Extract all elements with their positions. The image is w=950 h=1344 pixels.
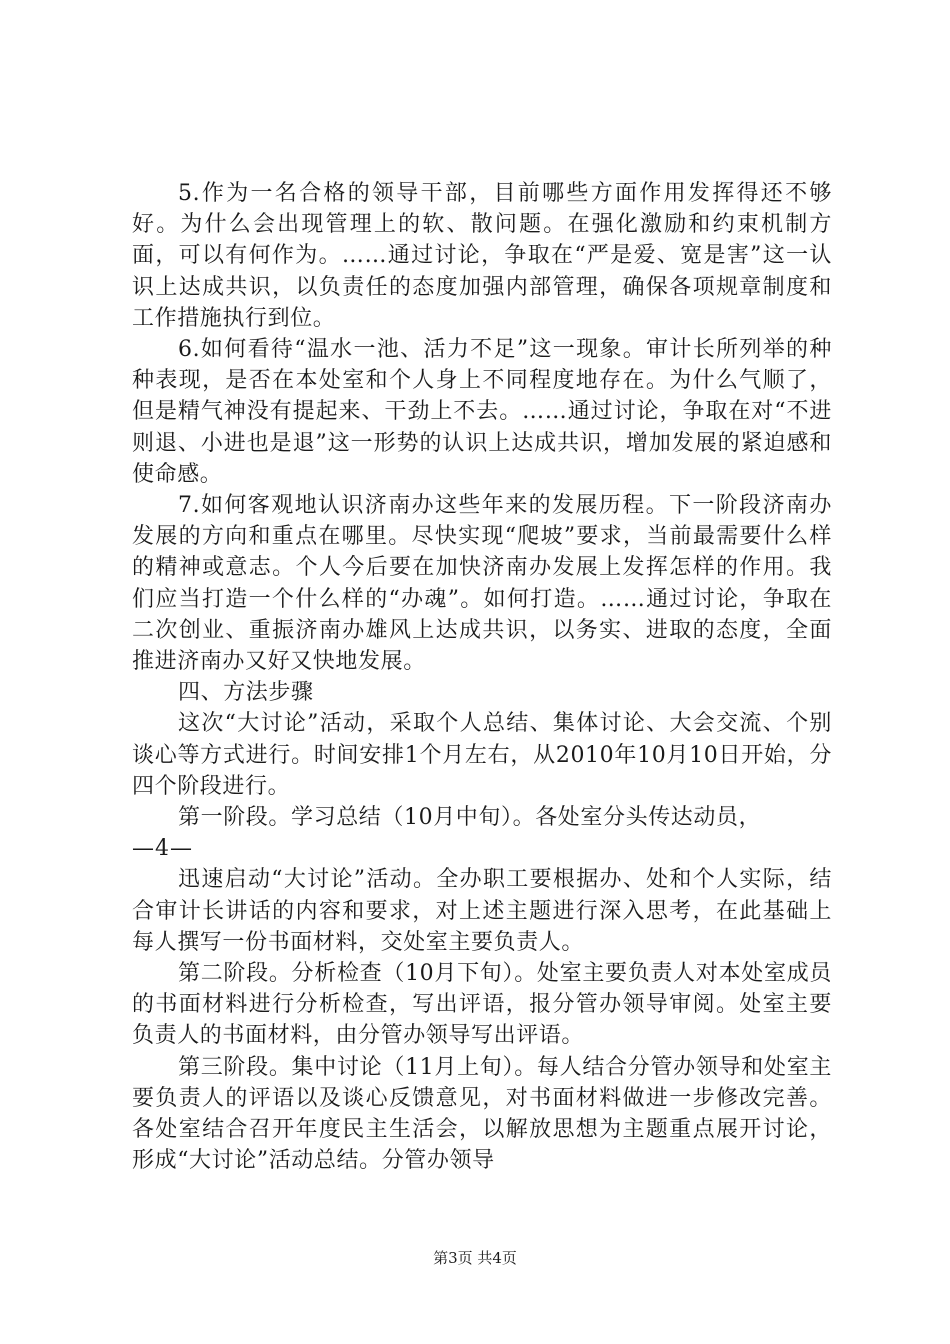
paragraph-stage-1-continued: 迅速启动“大讨论”活动。全办职工要根据办、处和个人实际，结合审计长讲话的内容和要求，对上述主题进行深入思考，在此基础上每人撰写一份书面材料，交处室主要负责人。 bbox=[132, 867, 832, 955]
section-heading: 四、方法步骤 bbox=[178, 680, 314, 706]
paragraph-item-7: 7.如何客观地认识济南办这些年来的发展历程。下一阶段济南办发展的方向和重点在哪里。尽快实现“爬坡”要求，当前最需要什么样的精神或意志。个人今后要在加快济南办发展上发挥怎样的作用。我们应当打造一个什么样的“办魂”。如何打造。……通过讨论，争取在二次创业、重振济南办雄风上达成共识，以务实、进取的态度，全面推进济南办又好又快地发展。 bbox=[132, 493, 832, 675]
paragraph-stage-3: 第三阶段。集中讨论（11月上旬）。每人结合分管办领导和处室主要负责人的评语以及谈心反馈意见，对书面材料做进一步修改完善。各处室结合召开年度民主生活会，以解放思想为主题重点展开讨论，形成“大讨论”活动总结。分管办领导 bbox=[132, 1054, 832, 1174]
page-number-label: 第3页 共4页 bbox=[433, 1249, 517, 1267]
paragraph-method-intro: 这次“大讨论”活动，采取个人总结、集体讨论、大会交流、个别谈心等方式进行。时间安排1个月左右，从2010年10月10日开始，分四个阶段进行。 bbox=[132, 711, 832, 799]
page-marker: —4— bbox=[132, 836, 193, 862]
document-body bbox=[132, 178, 832, 1177]
paragraph-stage-2: 第二阶段。分析检查（10月下旬）。处室主要负责人对本处室成员的书面材料进行分析检查，写出评语，报分管办领导审阅。处室主要负责人的书面材料，由分管办领导写出评语。 bbox=[132, 961, 832, 1049]
paragraph-item-6: 6.如何看待“温水一池、活力不足”这一现象。审计长所列举的种种表现，是否在本处室和个人身上不同程度地存在。为什么气顺了，但是精气神没有提起来、干劲上不去。……通过讨论，争取在对“不进则退、小进也是退”这一形势的认识上达成共识，增加发展的紧迫感和使命感。 bbox=[132, 337, 832, 487]
paragraph-stage-1: 第一阶段。学习总结（10月中旬）。各处室分头传达动员， bbox=[178, 805, 762, 831]
paragraph-item-5: 5.作为一名合格的领导干部，目前哪些方面作用发挥得还不够好。为什么会出现管理上的软、散问题。在强化激励和约束机制方面，可以有何作为。……通过讨论，争取在“严是爱、宽是害”这一认识上达成共识，以负责任的态度加强内部管理，确保各项规章制度和工作措施执行到位。 bbox=[132, 181, 832, 331]
page-footer bbox=[0, 1248, 950, 1268]
